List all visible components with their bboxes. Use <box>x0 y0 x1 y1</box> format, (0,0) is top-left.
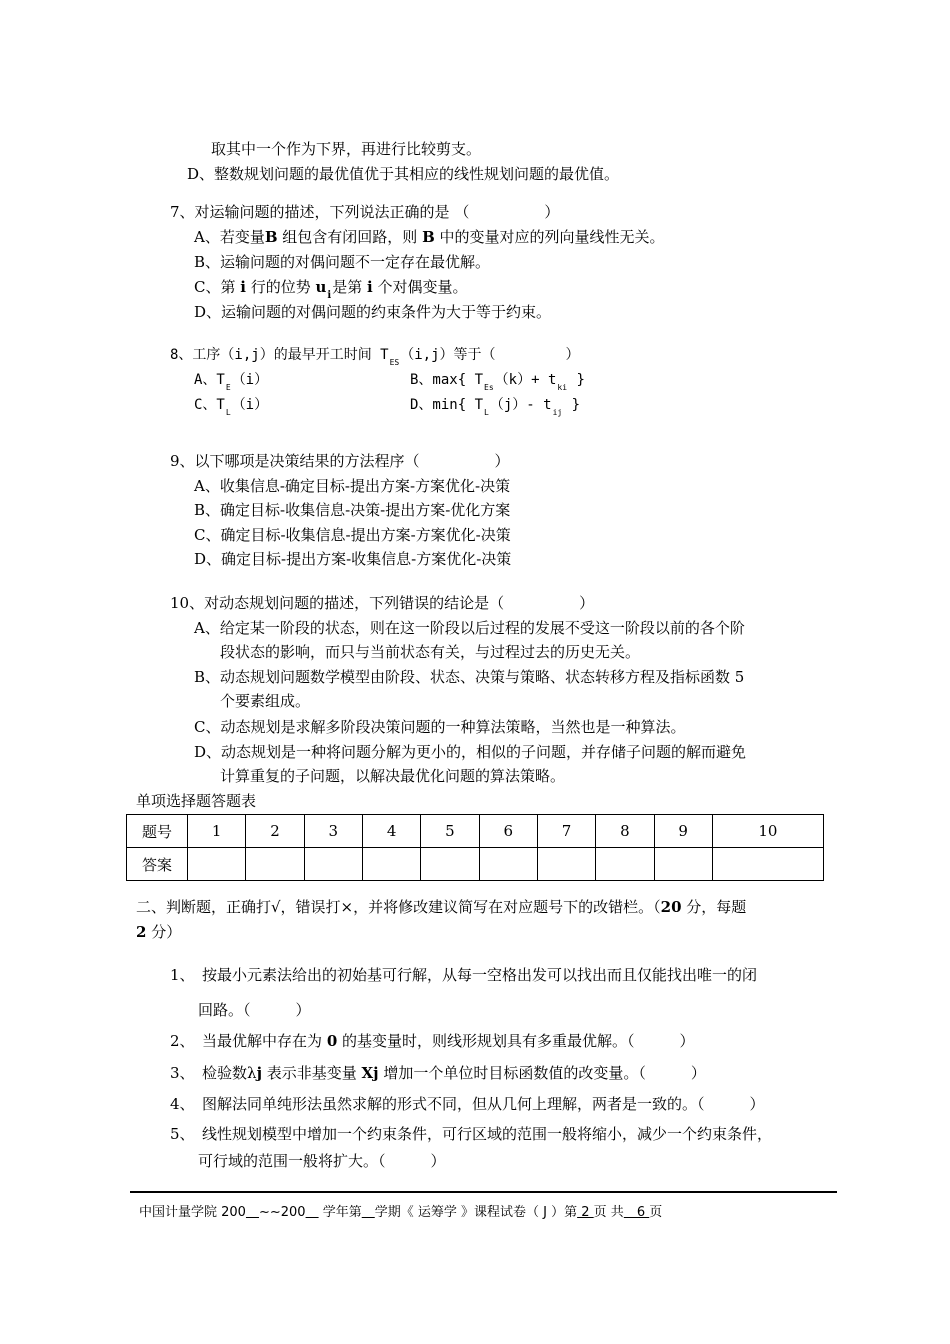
q10-option-a-line2: 段状态的影响，而只与当前状态有关，与过程过去的历史无关。 <box>220 643 641 661</box>
q10-stem: 10、对动态规划问题的描述，下列错误的结论是（ ） <box>170 594 595 612</box>
table-cell-num: 7 <box>537 815 595 848</box>
judge-item-4: 4、 图解法同单纯形法虽然求解的形式不同，但从几何上理解，两者是一致的。（ ） <box>170 1095 765 1113</box>
judge-item-3: 3、 检验数λj 表示非基变量 Xj 增加一个单位时目标函数值的改变量。（ ） <box>170 1064 706 1082</box>
q10-option-a-line1: A、给定某一阶段的状态，则在这一阶段以后过程的发展不受这一阶段以前的各个阶 <box>194 619 745 637</box>
answer-cell[interactable] <box>421 848 479 881</box>
judge-item-2: 2、 当最优解中存在为 0 的基变量时，则线形规划具有多重最优解。（ ） <box>170 1032 695 1050</box>
q8-option-d: D、min{ $T_L(j)-$ $t_{ij}$ } <box>410 397 581 417</box>
answer-cell[interactable] <box>479 848 537 881</box>
footer-rule <box>130 1191 837 1193</box>
table-head-answer: 答案 <box>127 848 188 881</box>
q10-option-b-line2: 个要素组成。 <box>220 692 311 710</box>
option-d-prev: D、整数规划问题的最优值优于其相应的线性规划问题的最优值。 <box>187 165 620 183</box>
answer-cell[interactable] <box>304 848 362 881</box>
table-cell-num: 9 <box>654 815 712 848</box>
section2-heading-line1: 二、判断题，正确打√，错误打×，并将修改建议简写在对应题号下的改错栏。（20 分，每题 <box>136 898 747 916</box>
table-cell-num: 8 <box>596 815 654 848</box>
q7-option-b: B、运输问题的对偶问题不一定存在最优解。 <box>194 253 491 271</box>
table-row-answers <box>127 848 824 881</box>
answer-cell[interactable] <box>712 848 823 881</box>
q9-option-d: D、确定目标-提出方案-收集信息-方案优化-决策 <box>194 550 512 568</box>
table-cell-num: 10 <box>712 815 823 848</box>
table-head-number: 题号 <box>127 815 188 848</box>
answer-cell[interactable] <box>362 848 420 881</box>
answer-cell[interactable] <box>188 848 246 881</box>
q9-option-b: B、确定目标-收集信息-决策-提出方案-优化方案 <box>194 501 511 519</box>
continuation-line: 取其中一个作为下界，再进行比较剪支。 <box>211 140 482 158</box>
q10-option-d-line2: 计算重复的子问题，以解决最优化问题的算法策略。 <box>220 767 566 785</box>
answer-table <box>126 814 824 881</box>
table-cell-num: 1 <box>188 815 246 848</box>
q9-option-c: C、确定目标-收集信息-提出方案-方案优化-决策 <box>194 526 511 544</box>
answer-cell[interactable] <box>246 848 304 881</box>
table-cell-num: 5 <box>421 815 479 848</box>
judge-item-1-line1: 1、 按最小元素法给出的初始基可行解，从每一空格出发可以找出而且仅能找出唯一的闭 <box>170 966 758 984</box>
q10-option-d-line1: D、动态规划是一种将问题分解为更小的，相似的子问题，并存储子问题的解而避免 <box>194 743 747 761</box>
judge-item-1-line2: 回路。（ ） <box>198 1001 311 1019</box>
q9-option-a: A、收集信息-确定目标-提出方案-方案优化-决策 <box>194 477 511 495</box>
q7-stem: 7、对运输问题的描述，下列说法正确的是 （ ） <box>170 203 560 221</box>
page-footer: 中国计量学院 200 ~~200 学年第 学期《 运筹学 》课程试卷（ J ）第 2 页 共 6 页 <box>139 1205 663 1220</box>
table-caption: 单项选择题答题表 <box>136 792 257 810</box>
q7-option-a: A、若变量B 组包含有闭回路，则 B 中的变量对应的列向量线性无关。 <box>194 228 665 246</box>
section2-heading-line2: 2 分） <box>136 923 182 941</box>
q8-option-b: B、max{ $T_{Es}(k)+ t_{ki}$ } <box>410 372 585 392</box>
table-cell-num: 2 <box>246 815 304 848</box>
q10-option-c: C、动态规划是求解多阶段决策问题的一种算法策略，当然也是一种算法。 <box>194 718 686 736</box>
table-cell-num: 4 <box>362 815 420 848</box>
table-row-numbers <box>127 815 824 848</box>
q8-option-a: A、$T_E(i)$ <box>194 372 269 392</box>
table-cell-num: 6 <box>479 815 537 848</box>
q8-stem: 8、工序（i,j）的最早开工时间 $T_{ES}(i,j)$等于（ ） <box>170 347 580 367</box>
table-cell-num: 3 <box>304 815 362 848</box>
q9-stem: 9、以下哪项是决策结果的方法程序（ ） <box>170 452 510 470</box>
q8-option-c: C、$T_L(i)$ <box>194 397 269 417</box>
judge-item-5-line2: 可行域的范围一般将扩大。（ ） <box>198 1152 446 1170</box>
q10-option-b-line1: B、动态规划问题数学模型由阶段、状态、决策与策略、状态转移方程及指标函数 5 <box>194 668 745 686</box>
answer-cell[interactable] <box>596 848 654 881</box>
q7-option-d: D、运输问题的对偶问题的约束条件为大于等于约束。 <box>194 303 552 321</box>
answer-cell[interactable] <box>537 848 595 881</box>
q7-option-c: C、第 i 行的位势 $u_i$是第 i 个对偶变量。 <box>194 278 468 301</box>
judge-item-5-line1: 5、 线性规划模型中增加一个约束条件，可行区域的范围一般将缩小，减少一个约束条件， <box>170 1125 773 1143</box>
answer-cell[interactable] <box>654 848 712 881</box>
